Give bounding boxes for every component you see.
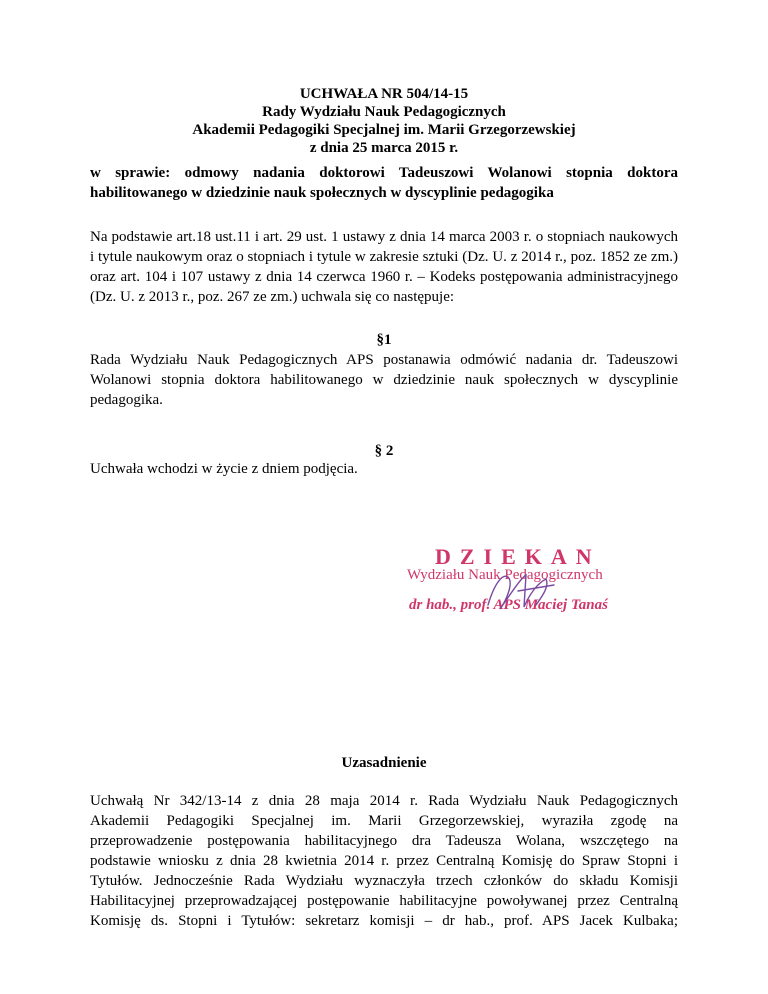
resolution-date: z dnia 25 marca 2015 r. [309, 140, 459, 156]
resolution-header [0, 85, 768, 157]
resolution-subject: w sprawie: odmowy nadania doktorowi Tadeuszowi Wolanowi stopnia doktora habilitowanego w dziedzinie nauk społecznych w dyscyplinie pedagogika [90, 165, 678, 201]
justification-line: Tytułów. Jednocześnie Rada Wydziału wyznaczyła trzech członków do składu Komisji [90, 873, 678, 889]
section-1-mark: §1 [376, 332, 392, 348]
legal-basis: Na podstawie art.18 ust.11 i art. 29 ust. 1 ustawy z dnia 14 marca 2003 r. o stopniach naukowych i tytule naukowym oraz o stopniach i tytule w zakresie sztuki (Dz. U. z 2014 r., poz. 1852 ze zm.) oraz art. 104 i 107 ustawy z dnia 14 czerwca 1960 r. – Kodeks postępowania administracyjnego (Dz. U. z 2013 r., poz. 267 ze zm.) uchwala się co następuje: [90, 229, 678, 305]
justification-title: Uzasadnienie [341, 755, 427, 771]
stamp-title: DZIEKAN [435, 544, 601, 569]
justification-line: przeprowadzenie postępowania habilitacyjnego dra Tadeusza Wolana, wszczętego na [90, 833, 678, 849]
justification-text [90, 791, 678, 931]
justification-line: Akademii Pedagogiki Specjalnej im. Marii Grzegorzewskiej, wyraziła zgodę na [90, 813, 678, 829]
handwritten-signature [480, 565, 570, 617]
stamp-name: dr hab., prof. APS Maciej Tanaś [409, 597, 608, 613]
section-2-mark: § 2 [374, 443, 394, 459]
academy-name: Akademii Pedagogiki Specjalnej im. Marii Grzegorzewskiej [192, 122, 576, 138]
justification-line: Uchwałą Nr 342/13-14 z dnia 28 maja 2014 r. Rada Wydziału Nauk Pedagogicznych [90, 793, 678, 809]
stamp-faculty: Wydziału Nauk Pedagogicznych [407, 567, 603, 583]
council-name: Rady Wydziału Nauk Pedagogicznych [262, 104, 506, 120]
section-2-text: Uchwała wchodzi w życie z dniem podjęcia. [90, 461, 358, 477]
justification-line: Komisję ds. Stopni i Tytułów: sekretarz komisji – dr hab., prof. APS Jacek Kulbaka; [90, 913, 678, 929]
justification-line: podstawie wniosku z dnia 28 kwietnia 2014 r. przez Centralną Komisję do Spraw Stopni i [90, 853, 678, 869]
section-1-text: Rada Wydziału Nauk Pedagogicznych APS postanawia odmówić nadania dr. Tadeuszowi Wolanowi stopnia doktora habilitowanego w dziedzinie nauk społecznych w dyscyplinie pedagogika. [90, 352, 678, 408]
resolution-number: UCHWAŁA NR 504/14-15 [299, 86, 469, 102]
justification-line: Habilitacyjnej przeprowadzającej postępowanie habilitacyjne powoływanej przez Centralną [90, 893, 678, 909]
